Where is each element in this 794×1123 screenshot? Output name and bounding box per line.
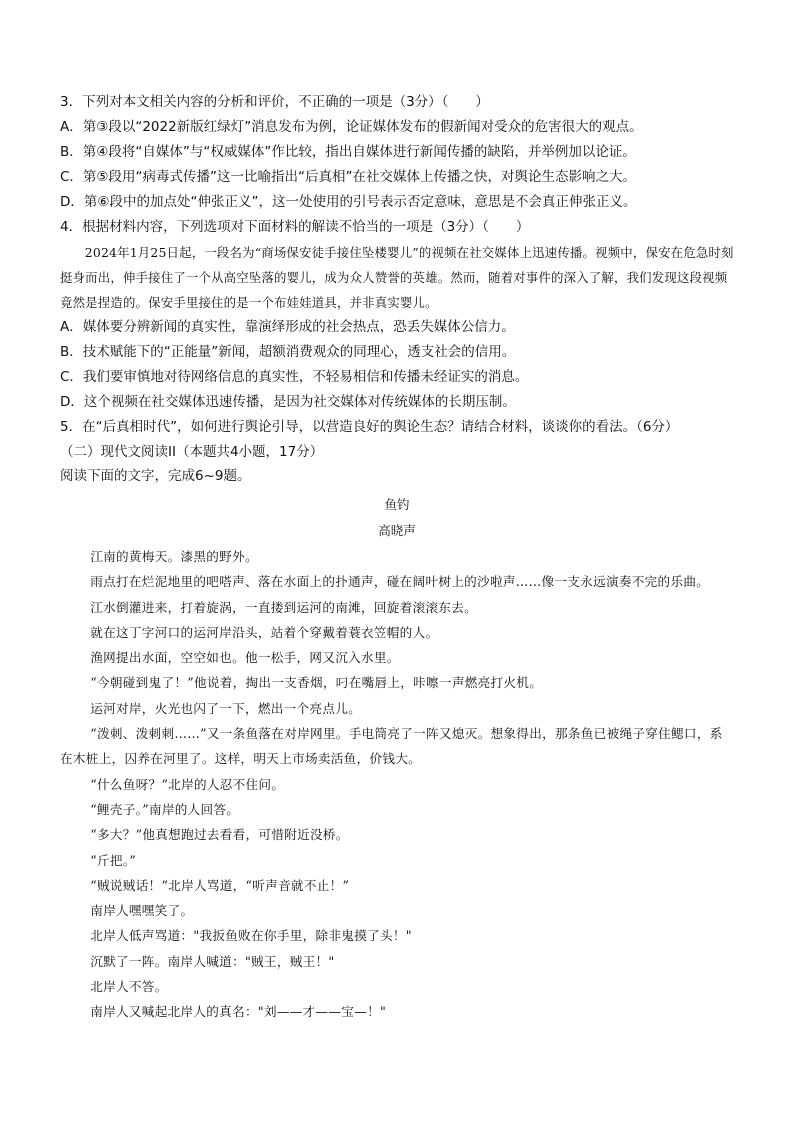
story-author: 高晓声: [378, 523, 416, 538]
story-paragraph: “贼说贼话！”北岸人骂道，“听声音就不止！”: [90, 877, 350, 893]
story-paragraph: 江水倒灌进来，打着旋涡，一直搂到运河的南滩，回旋着滚滚东去。: [90, 599, 478, 615]
question-3-stem: 3．下列对本文相关内容的分析和评价，不正确的一项是（3分）（ ）: [60, 94, 489, 110]
story-paragraph: 就在这丁字河口的运河岸沿头，站着个穿戴着蓑衣笠帽的人。: [90, 624, 439, 640]
story-paragraph: 南岸人嘿嘿笑了。: [90, 903, 194, 919]
story-paragraph: 南岸人又喊起北岸人的真名："刘——才——宝—！": [90, 1004, 387, 1020]
question-3-option-c: C．第⑤段用“病毒式传播”这一比喻指出“后真相”在社交媒体上传播之快，对舆论生态影响之大。: [60, 169, 637, 185]
story-paragraph: “多大？”他真想跑过去看看，可惜附近没桥。: [90, 827, 349, 843]
question-4-material: 2024年1月25日起，一段名为“商场保安徒手接住坠楼婴儿”的视频在社交媒体上迅速传播。视频中，保安在危急时刻挺身而出，伸手接住了一个从高空坠落的婴儿，成为众人赞誉的英雄。然而，随着对事件的深入了解，我们发现这段视频竟然是捏造的。保安手里接住的是一个布娃娃道具，并非真实婴儿。: [60, 245, 734, 310]
story-paragraph: 雨点打在烂泥地里的吧嗒声、落在水面上的扑通声，碰在阔叶树上的沙啦声……像一支永远演奏不完的乐曲。: [90, 574, 710, 590]
section-instruction: 阅读下面的文字，完成6~9题。: [60, 468, 251, 484]
question-3-option-d: D．第⑥段中的加点处“伸张正义”，这一处使用的引号表示否定意味，意思是不会真正伸张正义。: [60, 194, 637, 210]
section-heading: （二）现代文阅读II（本题共4小题，17分）: [60, 444, 324, 460]
story-paragraph: “斤把。”: [90, 852, 137, 868]
question-5-stem: 5．在“后真相时代”，如何进行舆论引导，以营造良好的舆论生态？请结合材料，谈谈你的看法。（6分）: [60, 419, 679, 435]
story-paragraph: 沉默了一阵。南岸人喊道："贼王，贼王！": [90, 953, 335, 969]
story-paragraph: 渔网提出水面，空空如也。他一松手，网又沉入水里。: [90, 650, 400, 666]
story-paragraph: “鲤壳子。”南岸的人回答。: [90, 801, 240, 817]
story-paragraph: “什么鱼呀？”北岸的人忍不住问。: [90, 776, 285, 792]
question-4-option-d: D．这个视频在社交媒体迅速传播，是因为社交媒体对传统媒体的长期压制。: [60, 394, 516, 410]
story-paragraph: “泼刺、泼刺刺……”又一条鱼落在对岸网里。手电筒亮了一阵又熄灭。想象得出，那条鱼已被绳子穿住鳃口，系在木桩上，囚养在河里了。这样，明天上市场卖活鱼，价钱大。: [60, 726, 723, 767]
story-paragraph: “今朝碰到鬼了！”他说着，掏出一支香烟，叼在嘴唇上，咔嚓一声燃亮打火机。: [90, 675, 543, 691]
question-4-option-b: B．技术赋能下的“正能量”新闻，超额消费观众的同理心，透支社会的信用。: [60, 344, 516, 360]
story-paragraph: 江南的黄梅天。漆黑的野外。: [90, 549, 258, 564]
story-body: [60, 544, 734, 1025]
question-3-option-a: A．第③段以“2022新版红绿灯”消息发布为例，论证媒体发布的假新闻对受众的危害很大的观点。: [60, 119, 643, 135]
story-paragraph: 运河对岸，火光也闪了一下，燃出一个亮点儿。: [90, 700, 362, 716]
question-4-option-c: C．我们要审慎地对待网络信息的真实性，不轻易相信和传播未经证实的消息。: [60, 369, 529, 385]
story-paragraph: 北岸人不答。: [90, 979, 168, 995]
question-3-option-b: B．第④段将“自媒体”与“权威媒体”作比较，指出自媒体进行新闻传播的缺陷，并举例加以论证。: [60, 144, 636, 160]
story-paragraph: 北岸人低声骂道："我扳鱼败在你手里，除非鬼摸了头！": [90, 928, 412, 944]
story-title: 鱼钓: [384, 497, 410, 512]
question-4-option-a: A．媒体要分辨新闻的真实性，靠演绎形成的社会热点，恐丢失媒体公信力。: [60, 319, 515, 335]
question-4-stem: 4．根据材料内容，下列选项对下面材料的解读不恰当的一项是（3分）（ ）: [60, 219, 530, 235]
